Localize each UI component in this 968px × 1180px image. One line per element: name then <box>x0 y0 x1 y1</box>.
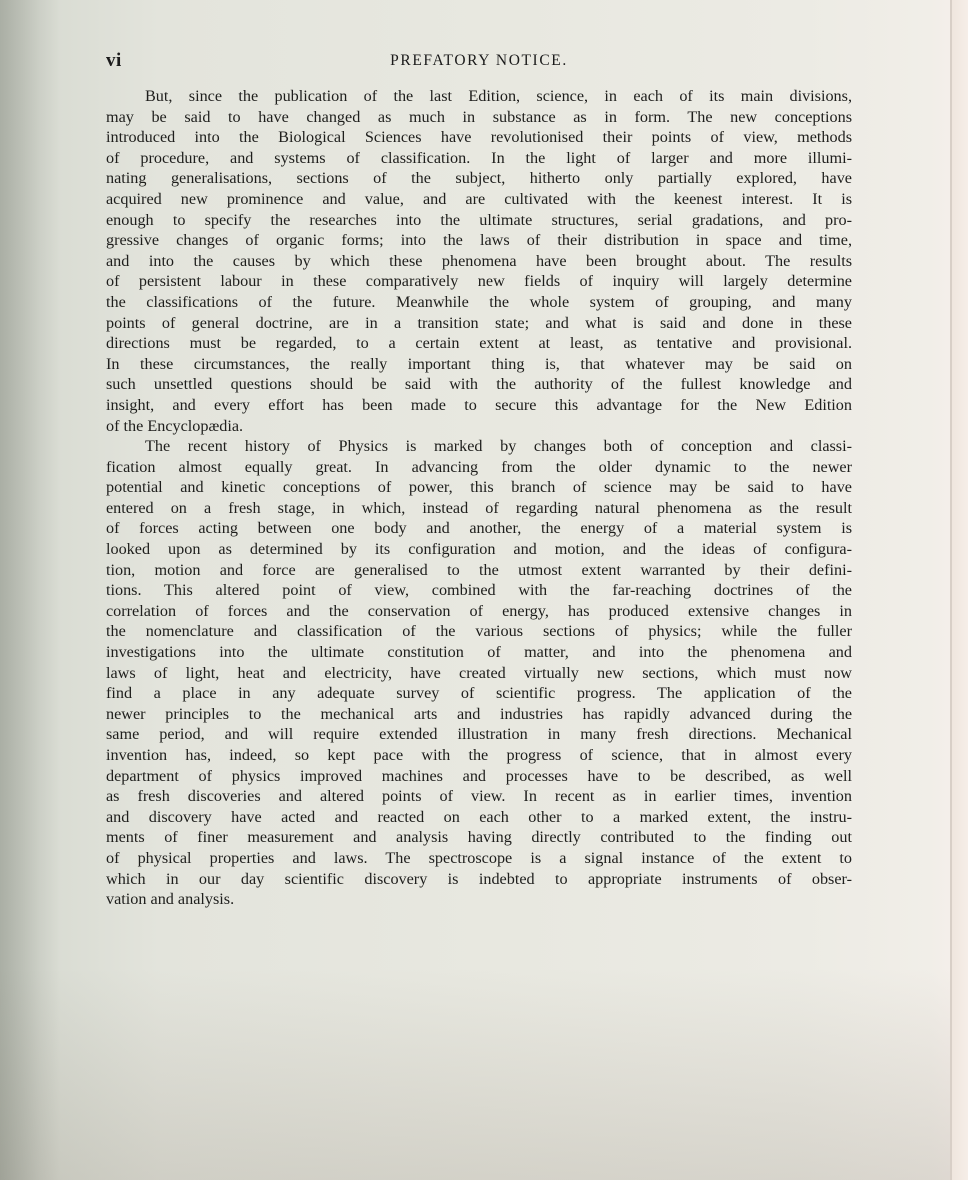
text-line: investigations into the ultimate constitution of matter, and into the phenomena and <box>106 643 852 662</box>
text-line: same period, and will require extended illustration in many fresh directions. Mechanical <box>106 725 852 744</box>
running-head-title: PREFATORY NOTICE. <box>390 52 568 69</box>
text-line: department of physics improved machines and processes have to be described, as well <box>106 766 852 785</box>
text-line: of forces acting between one body and another, the energy of a material system is <box>106 519 852 538</box>
text-line: tion, motion and force are generalised to the utmost extent warranted by their defini- <box>106 560 852 579</box>
text-line: laws of light, heat and electricity, have created virtually new sections, which must now <box>106 663 852 682</box>
text-line: as fresh discoveries and altered points of view. In recent as in earlier times, invention <box>106 787 852 806</box>
paragraph-physics <box>106 436 852 910</box>
text-line: acquired new prominence and value, and are cultivated with the keenest interest. It is <box>106 189 852 208</box>
text-line: introduced into the Biological Sciences have revolutionised their points of view, methods <box>106 128 852 147</box>
text-line: In these circumstances, the really important thing is, that whatever may be said on <box>106 354 852 373</box>
text-line: such unsettled questions should be said with the authority of the fullest knowledge and <box>106 375 852 394</box>
text-line: of procedure, and systems of classification. In the light of larger and more illumi- <box>106 148 852 167</box>
text-line: of the Encyclopædia. <box>106 416 244 435</box>
running-head <box>106 50 852 72</box>
text-line: directions must be regarded, to a certain extent at least, as tentative and provisional. <box>106 334 852 353</box>
text-line: find a place in any adequate survey of scientific progress. The application of the <box>106 684 852 703</box>
text-line: tions. This altered point of view, combined with the far-reaching doctrines of the <box>106 581 852 600</box>
text-line: of physical properties and laws. The spectroscope is a signal instance of the extent to <box>106 848 852 867</box>
text-line: ments of finer measurement and analysis having directly contributed to the finding out <box>106 828 852 847</box>
text-line: enough to specify the researches into the ultimate structures, serial gradations, and pro- <box>106 210 852 229</box>
text-line: invention has, indeed, so kept pace with the progress of science, that in almost every <box>106 746 852 764</box>
gutter-shadow <box>0 0 60 1180</box>
next-page-edge <box>952 0 968 1180</box>
text-line: may be said to have changed as much in substance as in form. The new conceptions <box>106 107 852 126</box>
body-text <box>106 86 852 910</box>
text-line: looked upon as determined by its configuration and motion, and the ideas of configura- <box>106 540 852 559</box>
text-line: and into the causes by which these phenomena have been brought about. The results <box>106 251 852 270</box>
text-line: the nomenclature and classification of the various sections of physics; while the fuller <box>106 622 852 641</box>
text-line: potential and kinetic conceptions of power, this branch of science may be said to have <box>106 478 852 497</box>
text-line: vation and analysis. <box>106 890 235 909</box>
text-line: the classifications of the future. Meanwhile the whole system of grouping, and many <box>106 292 852 311</box>
text-line: correlation of forces and the conservation of energy, has produced extensive changes in <box>106 601 852 620</box>
text-line: But, since the publication of the last Edition, science, in each of its main divisions, <box>145 87 852 105</box>
text-line: nating generalisations, sections of the subject, hitherto only partially explored, have <box>106 169 852 188</box>
paragraph-biology <box>106 86 852 436</box>
text-line: which in our day scientific discovery is indebted to appropriate instruments of obser- <box>106 869 852 888</box>
text-line: and discovery have acted and reacted on each other to a marked extent, the instru- <box>106 807 852 826</box>
text-line: entered on a fresh stage, in which, instead of regarding natural phenomena as the result <box>106 498 852 517</box>
page-number: vi <box>106 50 122 71</box>
text-line: of persistent labour in these comparatively new fields of inquiry will largely determine <box>106 272 852 291</box>
text-line: gressive changes of organic forms; into the laws of their distribution in space and time, <box>106 231 852 250</box>
text-line: insight, and every effort has been made to secure this advantage for the New Edition <box>106 395 852 414</box>
text-line: The recent history of Physics is marked by changes both of conception and classi- <box>145 437 852 456</box>
text-line: points of general doctrine, are in a transition state; and what is said and done in these <box>106 313 852 332</box>
text-line: fication almost equally great. In advancing from the older dynamic to the newer <box>106 457 852 476</box>
text-line: newer principles to the mechanical arts and industries has rapidly advanced during the <box>106 704 852 723</box>
